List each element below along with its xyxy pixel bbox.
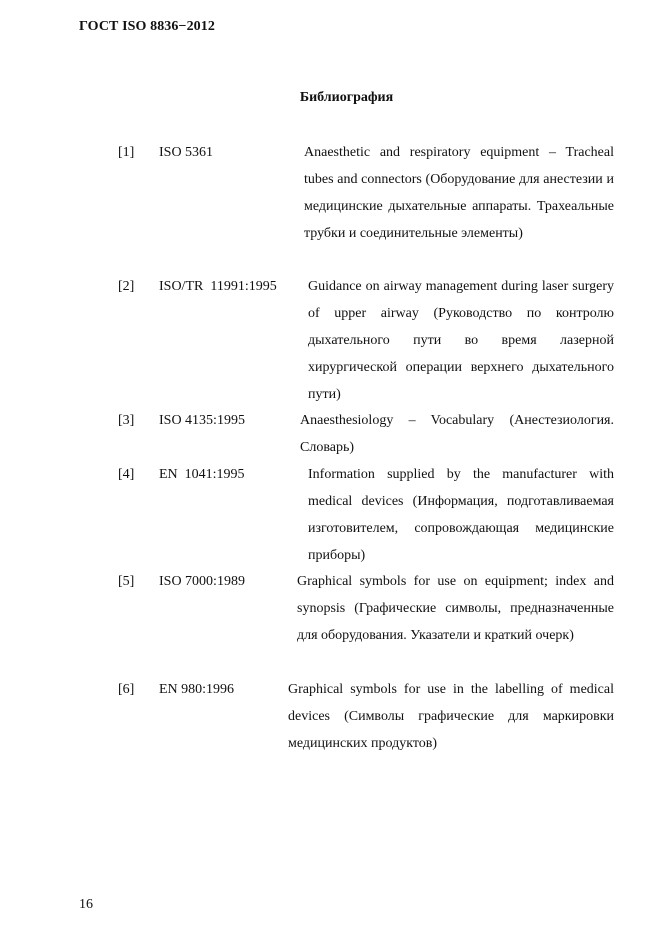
page-number: 16 <box>79 897 93 912</box>
entry-number: [1] <box>118 145 135 160</box>
entry-description: Anaesthesiology – Vocabulary (Анестезиология. Словарь) <box>300 413 614 455</box>
entry-standard-code: ISO 7000:1989 <box>159 574 245 589</box>
section-title: Библиография <box>299 90 394 105</box>
entry-standard-code: ISO 4135:1995 <box>159 413 245 428</box>
entry-number: [4] <box>118 467 135 482</box>
entry-number: [3] <box>118 413 135 428</box>
entry-number: [2] <box>118 279 135 294</box>
entry-number: [5] <box>118 574 135 589</box>
entry-description: Information supplied by the manufacturer with medical devices (Информация, подготавливаемая изготовителем, сопровождающая медицинские приборы) <box>308 467 614 563</box>
entry-description: Guidance on airway management during laser surgery of upper airway (Руководство по контролю дыхательного пути во время лазерной хирургической операции верхнего дыхательного пути) <box>308 279 614 402</box>
entry-description: Anaesthetic and respiratory equipment – Tracheal tubes and connectors (Оборудование для анестезии и медицинские дыхательные аппараты. Трахеальные трубки и соединительные элементы) <box>304 145 614 241</box>
entry-standard-code: EN 980:1996 <box>159 682 235 697</box>
entry-description: Graphical symbols for use in the labelling of medical devices (Символы графические для маркировки медицинских продуктов) <box>288 682 614 751</box>
entry-standard-code: ISO/TR 11991:1995 <box>159 279 277 294</box>
entry-description: Graphical symbols for use on equipment; index and synopsis (Графические символы, предназначенные для оборудования. Указатели и краткий очерк) <box>297 574 614 643</box>
document-header: ГОСТ ISO 8836−2012 <box>79 19 215 34</box>
entry-number: [6] <box>118 682 135 697</box>
entry-standard-code: ISO 5361 <box>159 145 214 160</box>
entry-standard-code: EN 1041:1995 <box>159 467 245 482</box>
